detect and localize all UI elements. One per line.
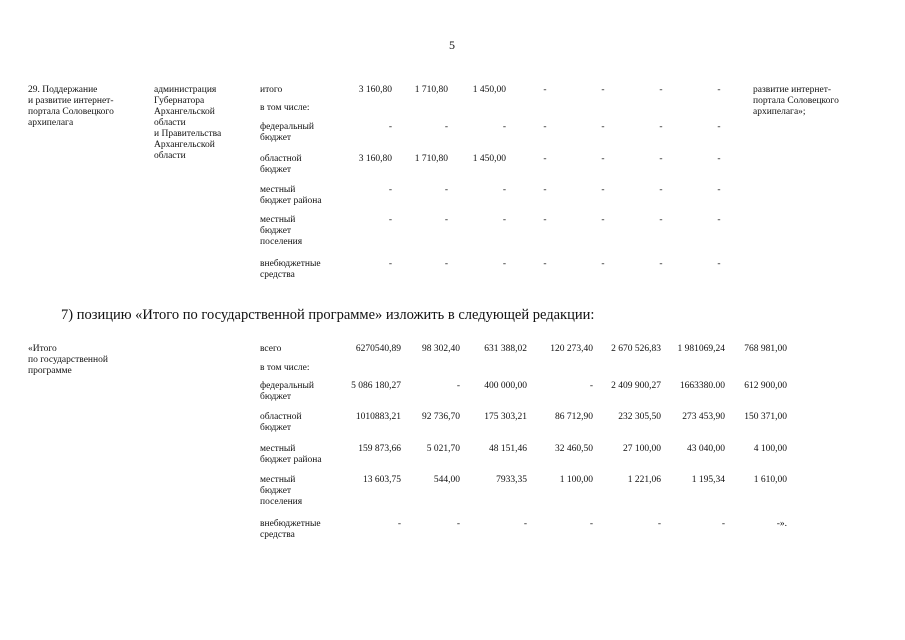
table-cell: - bbox=[543, 185, 547, 195]
table-cell: 6270540,89 bbox=[355, 344, 401, 354]
table-cell: 175 303,21 bbox=[484, 412, 527, 422]
table-cell: - bbox=[543, 259, 547, 269]
row-label: местный bbox=[260, 475, 296, 485]
table-cell: 5 021,70 bbox=[426, 444, 460, 454]
row-label: бюджет bbox=[260, 392, 292, 402]
table-cell: 2 409 900,27 bbox=[611, 381, 661, 391]
table-cell: - bbox=[543, 215, 547, 225]
table-cell: - bbox=[388, 185, 392, 195]
table-cell: 631 388,02 bbox=[484, 344, 527, 354]
table-cell: - bbox=[456, 381, 460, 391]
responsible-line: области bbox=[154, 118, 186, 128]
table-cell: 1 100,00 bbox=[559, 475, 593, 485]
table-cell: 92 736,70 bbox=[422, 412, 460, 422]
table-cell: - bbox=[444, 215, 448, 225]
table-cell: - bbox=[717, 215, 721, 225]
responsible-line: Архангельской bbox=[154, 140, 215, 150]
table-cell: - bbox=[717, 259, 721, 269]
table-cell: - bbox=[659, 122, 663, 132]
table-cell: - bbox=[444, 122, 448, 132]
table-cell: 1663380.00 bbox=[679, 381, 725, 391]
table-cell: 1 195,34 bbox=[691, 475, 725, 485]
row-label: федеральный bbox=[260, 122, 314, 132]
table-cell: - bbox=[456, 519, 460, 529]
responsible-line: Архангельской bbox=[154, 107, 215, 117]
row-label: областной bbox=[260, 154, 302, 164]
table-cell: - bbox=[523, 519, 527, 529]
table-cell: - bbox=[543, 154, 547, 164]
result-line: архипелага»; bbox=[753, 107, 806, 117]
row-label: бюджет bbox=[260, 486, 292, 496]
responsible-line: Губернатора bbox=[154, 96, 205, 106]
table-cell: 273 453,90 bbox=[682, 412, 725, 422]
row-label: всего bbox=[260, 344, 282, 354]
table-cell: - bbox=[397, 519, 401, 529]
responsible-line: и Правительства bbox=[154, 129, 222, 139]
item-name-line: и развитие интернет- bbox=[28, 96, 114, 106]
table-cell: 159 873,66 bbox=[358, 444, 401, 454]
table-cell: - bbox=[388, 215, 392, 225]
table-cell: - bbox=[444, 259, 448, 269]
table-cell: - bbox=[659, 154, 663, 164]
table-cell: - bbox=[601, 122, 605, 132]
table-cell: 32 460,50 bbox=[555, 444, 593, 454]
table-cell: 1 710,80 bbox=[414, 85, 448, 95]
total-name-line: «Итого bbox=[28, 344, 57, 354]
row-label: местный bbox=[260, 215, 296, 225]
table-cell: - bbox=[444, 185, 448, 195]
row-label: местный bbox=[260, 444, 296, 454]
table-cell: 27 100,00 bbox=[623, 444, 661, 454]
page-number: 5 bbox=[449, 38, 455, 52]
table-cell: - bbox=[601, 154, 605, 164]
table-cell: - bbox=[717, 122, 721, 132]
table-cell: - bbox=[657, 519, 661, 529]
table-cell: 2 670 526,83 bbox=[611, 344, 661, 354]
row-label: бюджет района bbox=[260, 455, 322, 465]
table-cell: - bbox=[601, 85, 605, 95]
table-cell: - bbox=[388, 259, 392, 269]
row-label: местный bbox=[260, 185, 296, 195]
table-cell: - bbox=[502, 185, 506, 195]
table-cell: 7933,35 bbox=[496, 475, 527, 485]
result-line: портала Соловецкого bbox=[753, 96, 839, 106]
row-label: итого bbox=[260, 85, 283, 95]
table-cell: 1 221,06 bbox=[627, 475, 661, 485]
responsible-line: области bbox=[154, 151, 186, 161]
table-cell: - bbox=[601, 259, 605, 269]
table-cell: - bbox=[659, 185, 663, 195]
row-label: в том числе: bbox=[260, 363, 310, 373]
row-label: средства bbox=[260, 270, 295, 280]
row-label: областной bbox=[260, 412, 302, 422]
table-cell: - bbox=[601, 185, 605, 195]
table-cell: - bbox=[502, 215, 506, 225]
table-cell: 150 371,00 bbox=[744, 412, 787, 422]
table-cell: - bbox=[601, 215, 605, 225]
table-cell: 3 160,80 bbox=[358, 85, 392, 95]
table-cell: 1 450,00 bbox=[472, 85, 506, 95]
table-cell: - bbox=[388, 122, 392, 132]
table-cell: 1 981069,24 bbox=[677, 344, 725, 354]
table-cell: 1 450,00 bbox=[472, 154, 506, 164]
row-label: федеральный bbox=[260, 381, 314, 391]
item-name-line: 29. Поддержание bbox=[28, 85, 98, 95]
table-cell: - bbox=[659, 259, 663, 269]
total-name-line: по государственной bbox=[28, 355, 108, 365]
row-label: поселения bbox=[260, 237, 303, 247]
table-cell: - bbox=[659, 85, 663, 95]
item-name-line: портала Соловецкого bbox=[28, 107, 114, 117]
responsible-line: администрация bbox=[154, 85, 217, 95]
table-cell: 5 086 180,27 bbox=[351, 381, 401, 391]
row-label: внебюджетные bbox=[260, 259, 321, 269]
table-cell: 612 900,00 bbox=[744, 381, 787, 391]
table-cell: 1 710,80 bbox=[414, 154, 448, 164]
table-cell: - bbox=[721, 519, 725, 529]
table-cell: 4 100,00 bbox=[753, 444, 787, 454]
table-cell: - bbox=[543, 85, 547, 95]
table-cell: - bbox=[502, 122, 506, 132]
result-line: развитие интернет- bbox=[753, 85, 832, 95]
table-cell: 48 151,46 bbox=[489, 444, 527, 454]
row-label: внебюджетные bbox=[260, 519, 321, 529]
amendment-heading: 7) позицию «Итого по государственной программе» изложить в следующей редакции: bbox=[61, 307, 595, 323]
row-label: бюджет bbox=[260, 133, 292, 143]
table-cell: 13 603,75 bbox=[363, 475, 401, 485]
table-cell: 120 273,40 bbox=[550, 344, 593, 354]
table-cell: - bbox=[502, 259, 506, 269]
item-name-line: архипелага bbox=[28, 118, 74, 128]
table-cell: - bbox=[717, 85, 721, 95]
table-cell: -». bbox=[776, 519, 787, 529]
table-cell: - bbox=[589, 381, 593, 391]
table-cell: 98 302,40 bbox=[422, 344, 460, 354]
table-cell: - bbox=[543, 122, 547, 132]
total-name-line: программе bbox=[28, 366, 72, 376]
row-label: бюджет bbox=[260, 226, 292, 236]
table-cell: 400 000,00 bbox=[484, 381, 527, 391]
table-cell: - bbox=[589, 519, 593, 529]
table-cell: - bbox=[659, 215, 663, 225]
row-label: бюджет bbox=[260, 423, 292, 433]
table-cell: 232 305,50 bbox=[618, 412, 661, 422]
table-cell: - bbox=[717, 154, 721, 164]
table-cell: 544,00 bbox=[433, 475, 460, 485]
row-label: поселения bbox=[260, 497, 303, 507]
table-cell: 1010883,21 bbox=[355, 412, 401, 422]
row-label: бюджет района bbox=[260, 196, 322, 206]
row-label: в том числе: bbox=[260, 103, 310, 113]
table-cell: - bbox=[717, 185, 721, 195]
table-cell: 1 610,00 bbox=[753, 475, 787, 485]
table-cell: 768 981,00 bbox=[744, 344, 787, 354]
table-cell: 3 160,80 bbox=[358, 154, 392, 164]
table-cell: 86 712,90 bbox=[555, 412, 593, 422]
row-label: бюджет bbox=[260, 165, 292, 175]
table-cell: 43 040,00 bbox=[687, 444, 725, 454]
row-label: средства bbox=[260, 530, 295, 540]
